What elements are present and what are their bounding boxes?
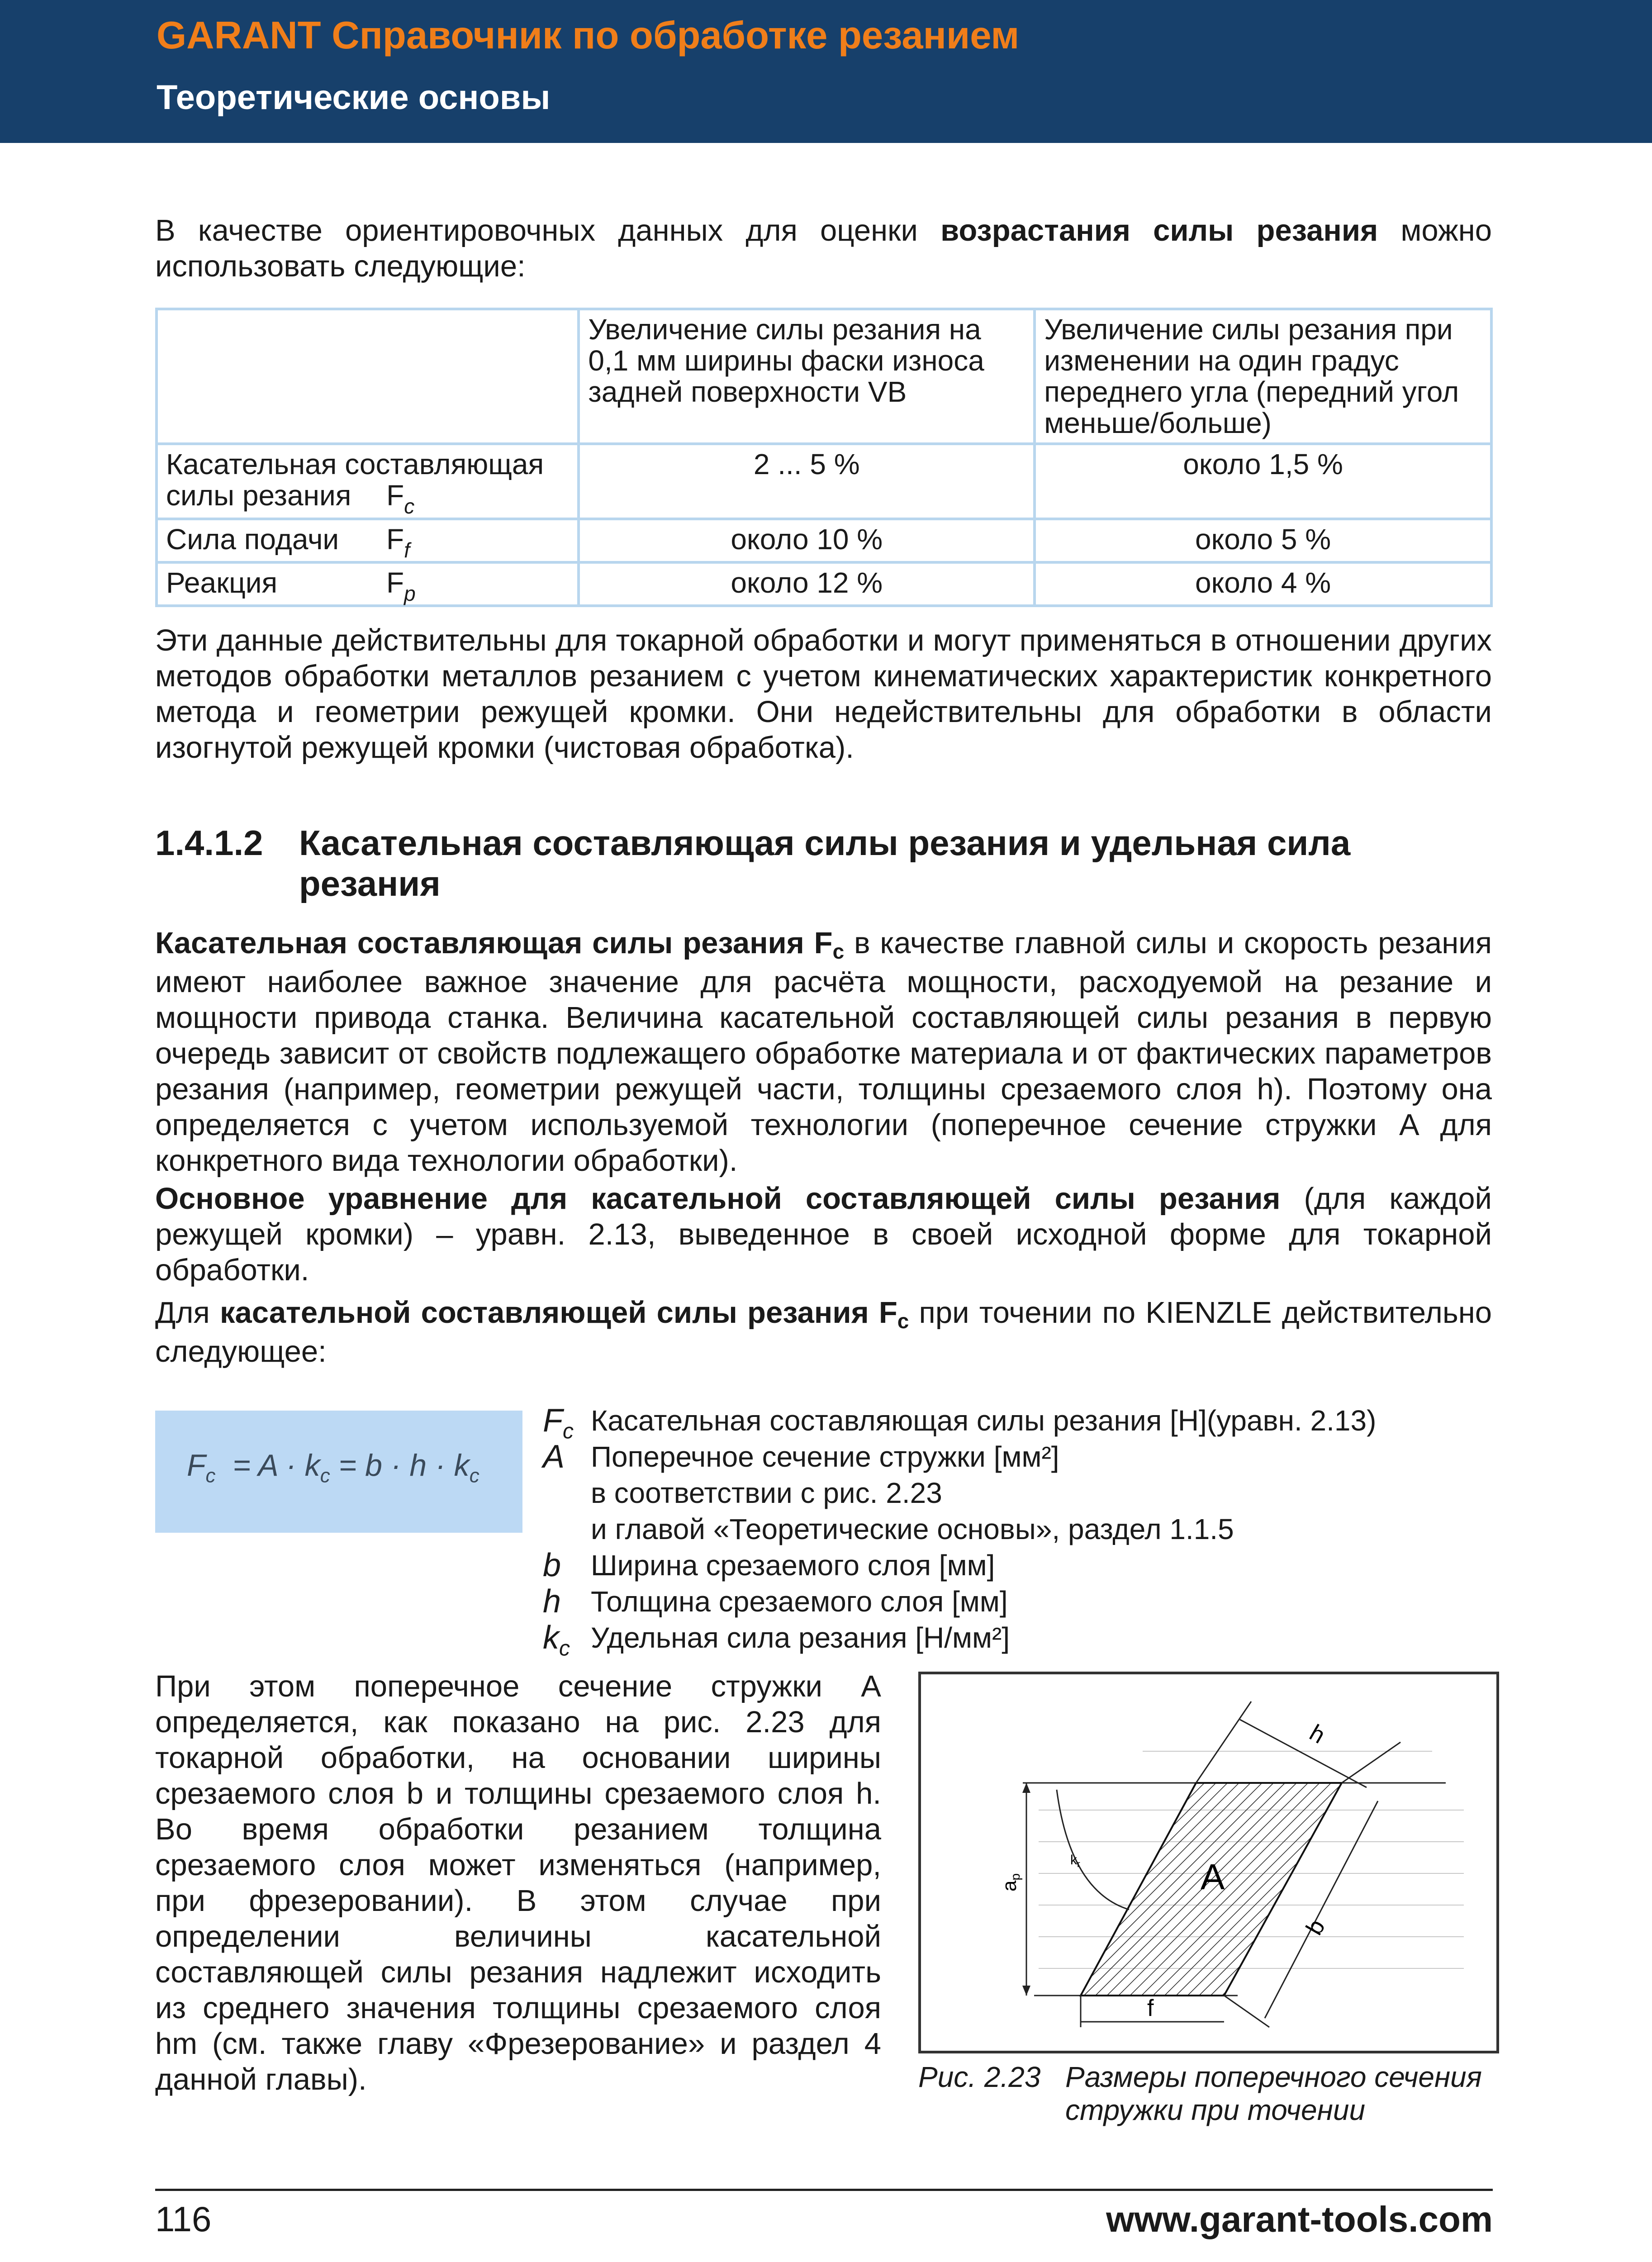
table-header-cell: Увеличение силы резания на 0,1 мм ширины фаски износа задней поверхности VB: [579, 309, 1035, 444]
legend-row: [543, 1583, 1502, 1620]
chapter-title: Теоретические основы: [157, 78, 551, 117]
legend-symbol: h: [543, 1583, 561, 1620]
legend-text: Удельная сила резания [Н/мм²]: [591, 1621, 1010, 1654]
chip-section-figure: [918, 1672, 1499, 2053]
table-cell: 2 ... 5 %: [579, 444, 1035, 519]
legend-row: [543, 1511, 1502, 1547]
table-header-row: [157, 309, 1491, 444]
table-row: [157, 519, 1491, 562]
legend-symbol: $F_c$: [543, 1402, 574, 1444]
force-symbol-sub: c: [404, 494, 415, 518]
website-link[interactable]: www.garant-tools.com: [1106, 2199, 1493, 2239]
book-title: GARANT Справочник по обработке резанием: [157, 14, 1020, 57]
validity-paragraph: Эти данные действительны для токарной обработки и могут применяться в отношении других методов обработки металлов резанием с учетом кинематических характеристик конкретного метода и геометрии режущей кромки. Они недействительны для обработки в области изогнутой режущей кромки (чистовая обработка).: [155, 623, 1492, 765]
f-label: f: [1147, 1995, 1154, 2021]
table-header-cell: [157, 309, 579, 444]
fc-paragraph: [155, 925, 1492, 1179]
kienzle-text-end: при точении по KIENZLE действительно следующее:: [155, 1296, 1492, 1369]
legend-row: [543, 1402, 1502, 1444]
extension-line: [1196, 1701, 1251, 1783]
arrow-head: [1022, 1783, 1030, 1793]
fc-bold-sub: c: [832, 940, 845, 963]
footer-divider: [155, 2189, 1493, 2191]
equation-paragraph: [155, 1181, 1492, 1288]
table-row: [157, 562, 1491, 606]
kienzle-text: Для: [155, 1296, 220, 1330]
section-number: 1.4.1.2: [155, 823, 263, 863]
force-symbol-sub: f: [404, 538, 410, 562]
legend-symbol: $k_c$: [543, 1620, 570, 1661]
legend-text: в соответствии с рис. 2.23: [591, 1477, 942, 1509]
extension-line: [1224, 1996, 1269, 2027]
caption-label: Рис. 2.23: [918, 2061, 1041, 2093]
legend-row: [543, 1475, 1502, 1511]
table-row-label: Касательная составляющая силы резания $F_c$: [157, 444, 579, 519]
kr-arc: [1057, 1790, 1129, 1910]
legend-row: [543, 1620, 1502, 1661]
legend-text: и главой «Теоретические основы», раздел 1.1.5: [591, 1513, 1234, 1545]
intro-bold: возрастания силы резания: [940, 214, 1378, 247]
legend-text: Касательная составляющая силы резания [Н](уравн. 2.13): [591, 1404, 1377, 1437]
ap-label: ap: [998, 1873, 1022, 1891]
fc-bold: Касательная составляющая силы резания F: [155, 926, 833, 960]
section-title: Касательная составляющая силы резания и удельная сила резания: [299, 823, 1351, 903]
table-header-cell: Увеличение силы резания при изменении на один градус переднего угла (передний угол меньше/больше): [1035, 309, 1491, 444]
h-dimension: [1240, 1720, 1367, 1787]
page-number: 116: [155, 2199, 212, 2239]
table-row-label: Сила подачи $F_f$: [157, 519, 579, 562]
equation-bold: Основное уравнение для касательной составляющей силы резания: [155, 1182, 1281, 1216]
table-row-label: Реакция $F_p$: [157, 562, 579, 606]
kienzle-bold: касательной составляющей силы резания F: [219, 1296, 897, 1330]
h-label: h: [1305, 1720, 1330, 1749]
table-row: [157, 444, 1491, 519]
page-header: [0, 0, 1652, 143]
section-paragraph: При этом поперечное сечение стружки A определяется, как показано на рис. 2.23 для токарной обработки, на основании ширины срезаемого слоя b и толщины срезаемого слоя h. Во время обработки резанием толщина срезаемого слоя может изменяться (например, при фрезеровании). В этом случае при определении величины касательной составляющей силы резания надлежит исходить из среднего значения толщины срезаемого слоя hm (см. также главу «Фрезерование» и раздел 4 данной главы).: [155, 1669, 881, 2096]
formula-box: [155, 1411, 522, 1533]
table-cell: около 5 %: [1035, 519, 1491, 562]
intro-text: В качестве ориентировочных данных для оценки: [155, 214, 941, 247]
kr-label: $k_r$: [1070, 1853, 1080, 1869]
table-cell: около 12 %: [579, 562, 1035, 606]
arrow-head: [1022, 1986, 1030, 1996]
legend-row: [543, 1439, 1502, 1475]
formula-legend: [543, 1402, 1502, 1661]
table-cell: около 4 %: [1035, 562, 1491, 606]
intro-paragraph: [155, 213, 1492, 284]
legend-row: [543, 1547, 1502, 1583]
fc-text: в качестве главной силы и скорость резания имеют наиболее важное значение для расчёта мощности, расходуемой на резание и мощности привода станка. Величина касательной составляющей силы резания в первую очередь зависит от свойств подлежащего обработке материала и от фактических параметров резания (например, геометрии режущей части, толщины срезаемого слоя h). Поэтому она определяется с учетом используемой технологии (поперечное сечение стружки A для конкретного вида технологии обработки).: [155, 926, 1492, 1178]
kienzle-bold-sub: c: [897, 1309, 909, 1333]
caption-text: Размеры поперечного сечения стружки при точении: [1065, 2061, 1482, 2126]
extension-line: [1342, 1742, 1400, 1783]
legend-symbol: b: [543, 1547, 561, 1583]
legend-text: Ширина срезаемого слоя [мм]: [591, 1549, 995, 1582]
formula: $F_c = A \cdot k_c = b \cdot h \cdot k_c$: [187, 1448, 479, 1487]
force-symbol: F: [386, 566, 404, 599]
force-symbol-sub: p: [404, 582, 416, 605]
kienzle-paragraph: [155, 1295, 1492, 1369]
legend-text: Поперечное сечение стружки [мм²]: [591, 1440, 1059, 1473]
legend-symbol: A: [543, 1439, 565, 1475]
force-increase-table: [155, 308, 1493, 607]
chip-section-diagram: [921, 1674, 1496, 2051]
legend-text: Толщина срезаемого слоя [мм]: [591, 1585, 1008, 1618]
force-symbol: F: [386, 479, 404, 512]
area-label: A: [1201, 1857, 1225, 1897]
intro-text-end: можно использовать следующие:: [155, 214, 1492, 283]
b-label: b: [1301, 1915, 1330, 1939]
equation-text: (для каждой режущей кромки) – уравн. 2.13, выведенное в своей исходной форме для токарной обработки.: [155, 1182, 1492, 1287]
table-cell: около 10 %: [579, 519, 1035, 562]
table-cell: около 1,5 %: [1035, 444, 1491, 519]
force-symbol: F: [386, 523, 404, 556]
